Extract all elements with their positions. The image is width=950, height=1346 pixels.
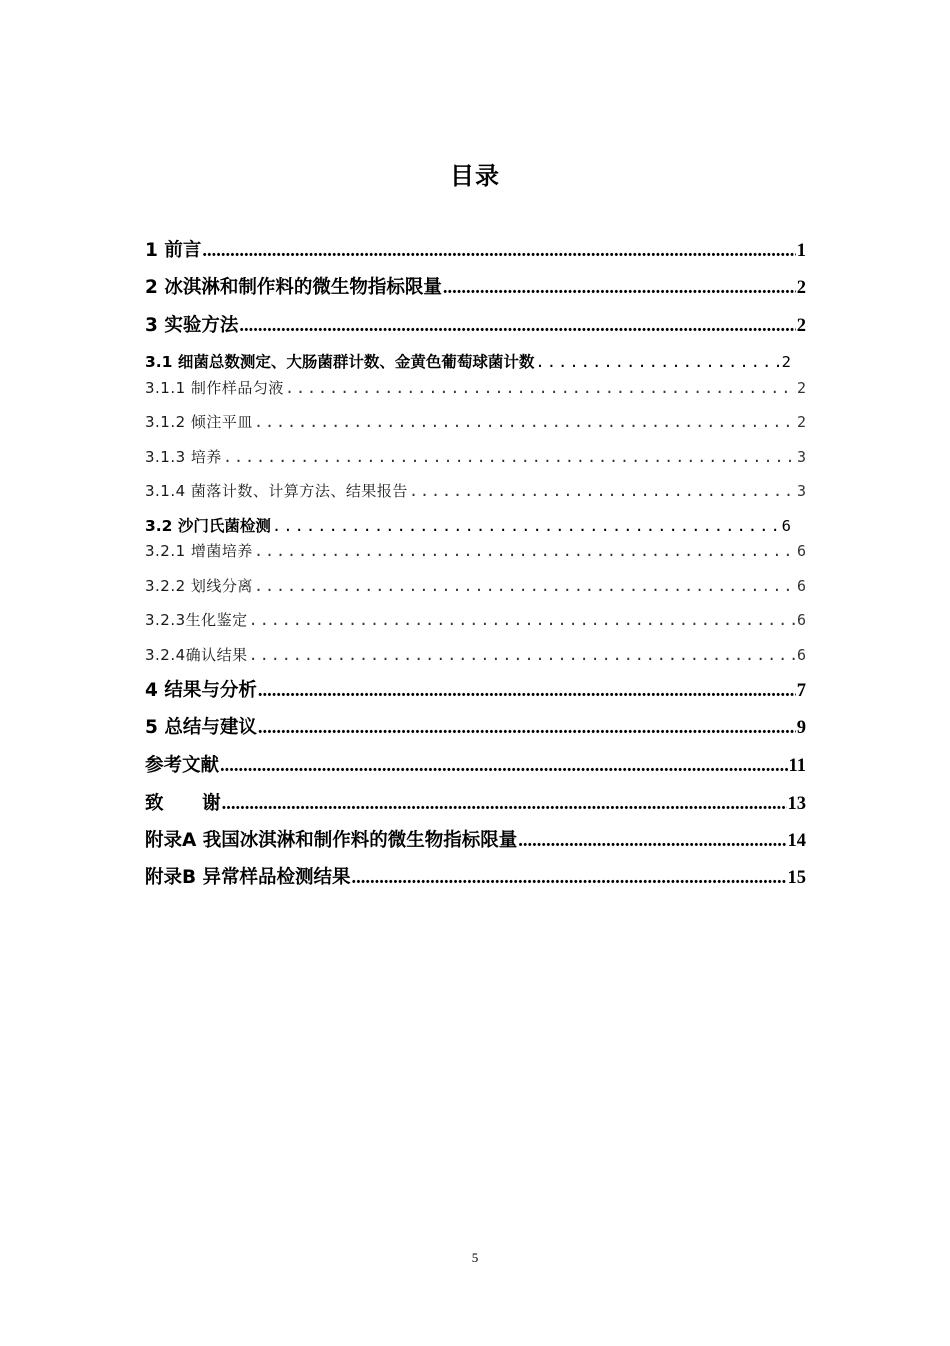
- toc-entry-summary[interactable]: [145, 713, 806, 739]
- toc-entry-3-2-3[interactable]: [145, 609, 806, 630]
- toc-entry-3-1-2[interactable]: [145, 411, 806, 432]
- dot-leader: [249, 611, 796, 629]
- dot-leader: [223, 448, 796, 466]
- toc-entry-page: 2: [796, 379, 806, 397]
- toc-entry-3-2[interactable]: [145, 514, 791, 536]
- dot-leader: [518, 831, 786, 852]
- dot-leader: [285, 379, 796, 397]
- toc-entry-page: 2: [796, 316, 806, 336]
- toc-entry-3-1-3[interactable]: [145, 446, 806, 467]
- toc-entry-label: 3.2.3生化鉴定: [145, 611, 248, 629]
- toc-entry-page: 11: [788, 756, 806, 776]
- toc-entry-label: 附录A 我国冰淇淋和制作料的微生物指标限量: [145, 830, 518, 851]
- toc-entry-label: 3.2.1 增菌培养: [145, 542, 253, 560]
- toc-entry-methods[interactable]: [145, 311, 806, 337]
- toc-entry-label: 2 冰淇淋和制作料的微生物指标限量: [145, 277, 442, 298]
- toc-entry-label: 参考文献: [145, 755, 220, 776]
- toc-entry-page: 2: [781, 353, 791, 371]
- dot-leader: [352, 868, 787, 889]
- toc-entry-3-1-1[interactable]: [145, 377, 806, 398]
- toc-entry-label: 附录B 异常样品检测结果: [145, 867, 351, 888]
- toc-entry-label: 3 实验方法: [145, 315, 239, 336]
- dot-leader: [254, 542, 796, 560]
- toc-entry-microbial-limits[interactable]: [145, 273, 806, 299]
- toc-entry-page: 7: [796, 681, 806, 701]
- toc-entry-label: 3.1.3 培养: [145, 448, 222, 466]
- toc-entry-page: 3: [796, 448, 806, 466]
- toc-entry-label: 4 结果与分析: [145, 680, 257, 701]
- toc-entry-3-2-2[interactable]: [145, 575, 806, 596]
- dot-leader: [254, 413, 796, 431]
- toc-entry-label: 3.1.1 制作样品匀液: [145, 379, 284, 397]
- toc-entry-page: 9: [796, 718, 806, 738]
- toc-entry-page: 6: [781, 517, 791, 535]
- dot-leader: [258, 718, 796, 739]
- toc-entry-page: 14: [787, 831, 806, 851]
- dot-leader: [220, 756, 788, 777]
- toc-entry-3-2-1[interactable]: [145, 540, 806, 561]
- toc-entry-label: 致 谢: [145, 793, 221, 814]
- toc-entry-3-2-4[interactable]: [145, 644, 806, 665]
- dot-leader: [409, 482, 796, 500]
- toc-entry-3-1-4[interactable]: [145, 480, 806, 501]
- toc-entry-page: 6: [796, 577, 806, 595]
- toc-entry-acknowledgements[interactable]: [145, 789, 806, 815]
- toc-entry-appendix-a[interactable]: [145, 826, 806, 852]
- dot-leader: [239, 316, 795, 337]
- toc-entry-label: 3.1 细菌总数测定、大肠菌群计数、金黄色葡萄球菌计数: [145, 353, 535, 371]
- toc-entry-page: 3: [796, 482, 806, 500]
- toc-entry-3-1[interactable]: [145, 350, 791, 372]
- toc-entry-label: 3.2.2 划线分离: [145, 577, 253, 595]
- dot-leader: [535, 353, 780, 371]
- toc-entry-page: 2: [796, 413, 806, 431]
- toc-entry-page: 15: [787, 868, 806, 888]
- toc-entry-label: 3.2 沙门氏菌检测: [145, 517, 271, 535]
- toc-entry-page: 2: [796, 278, 806, 298]
- toc-entry-page: 6: [796, 611, 806, 629]
- toc-entry-label: 3.1.4 菌落计数、计算方法、结果报告: [145, 482, 408, 500]
- dot-leader: [254, 577, 796, 595]
- toc-entry-label: 5 总结与建议: [145, 717, 257, 738]
- page-title: 目录: [450, 162, 500, 190]
- page-number: 5: [471, 1250, 479, 1265]
- toc-entry-appendix-b[interactable]: [145, 863, 806, 889]
- dot-leader: [222, 794, 787, 815]
- dot-leader: [272, 517, 781, 535]
- toc-entry-references[interactable]: [145, 751, 806, 777]
- toc-entry-page: 6: [796, 646, 806, 664]
- toc-entry-results[interactable]: [145, 676, 806, 702]
- toc-entry-page: 13: [787, 794, 806, 814]
- dot-leader: [258, 681, 796, 702]
- dot-leader: [443, 278, 796, 299]
- toc-entry-label: 3.2.4确认结果: [145, 646, 248, 664]
- dot-leader: [202, 241, 795, 262]
- toc-entry-preface[interactable]: [145, 236, 806, 262]
- dot-leader: [249, 646, 796, 664]
- toc-entry-page: 1: [796, 241, 806, 261]
- toc-entry-page: 6: [796, 542, 806, 560]
- toc-entry-label: 1 前言: [145, 240, 202, 261]
- toc-entry-label: 3.1.2 倾注平皿: [145, 413, 253, 431]
